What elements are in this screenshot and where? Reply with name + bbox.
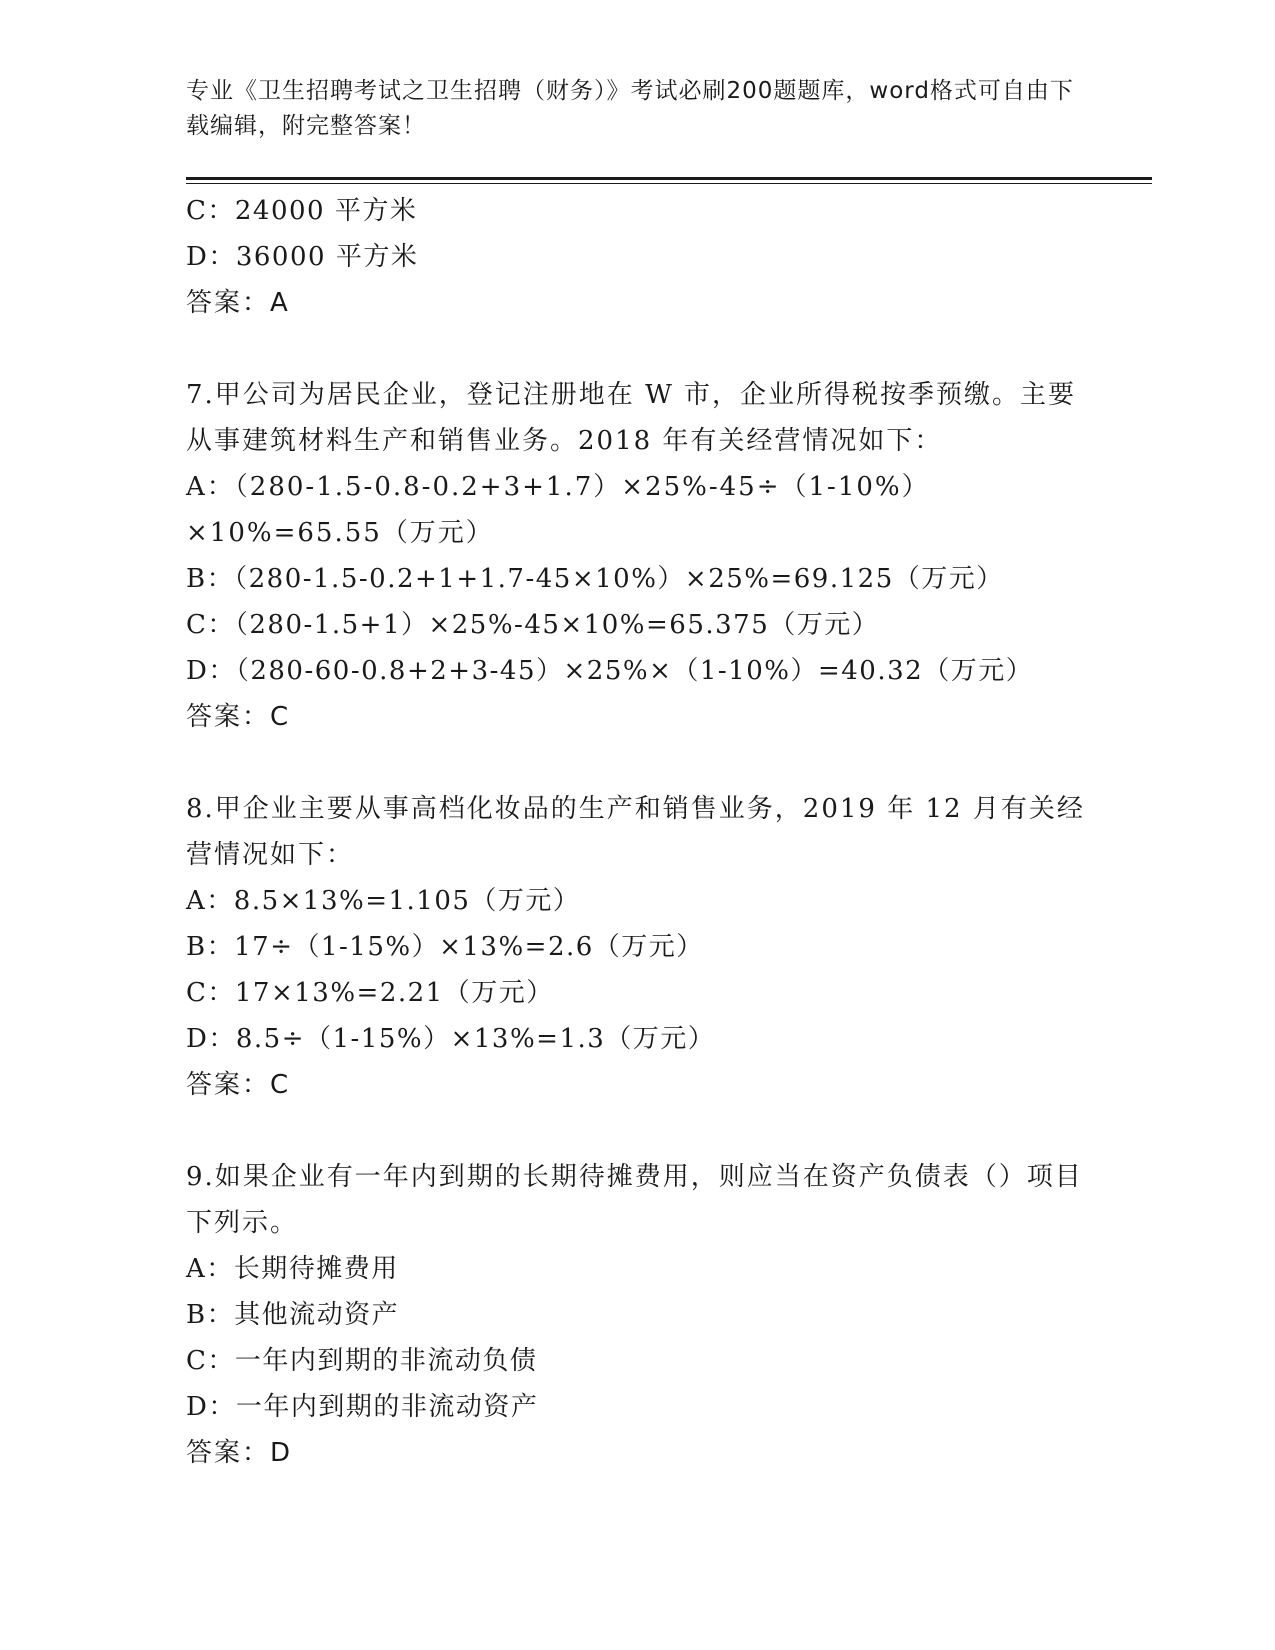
question-7: [186, 372, 1086, 740]
option-c: C：24000 平方米: [186, 196, 418, 226]
option-d: D：8.5÷（1-15%）×13%=1.3（万元）: [186, 1024, 716, 1054]
question-stem: 9.如果企业有一年内到期的长期待摊费用，则应当在资产负债表（）项目下列示。: [186, 1162, 1083, 1238]
option-c: C：17×13%=2.21（万元）: [186, 978, 554, 1008]
header-rule-thick: [186, 177, 1152, 180]
answer: 答案：A: [186, 288, 290, 318]
option-c: C：一年内到期的非流动负债: [186, 1346, 538, 1376]
document-content: [186, 188, 1086, 1476]
question-8: [186, 786, 1086, 1108]
option-d: D：一年内到期的非流动资产: [186, 1392, 539, 1422]
question-6-tail: [186, 188, 1086, 326]
option-b: B：17÷（1-15%）×13%=2.6（万元）: [186, 932, 704, 962]
page-header-title: 专业《卫生招聘考试之卫生招聘（财务）》考试必刷200题题库，word格式可自由下载编辑，附完整答案！: [186, 78, 1074, 139]
question-stem: 7.甲公司为居民企业，登记注册地在 W 市，企业所得税按季预缴。主要从事建筑材料生产和销售业务。2018 年有关经营情况如下：: [186, 380, 1077, 456]
option-c: C：（280-1.5+1）×25%-45×10%=65.375（万元）: [186, 610, 880, 640]
option-b: B：其他流动资产: [186, 1300, 400, 1330]
question-9: [186, 1154, 1086, 1476]
answer: 答案：C: [186, 1070, 291, 1100]
option-a: A：（280-1.5-0.8-0.2+3+1.7）×25%-45÷（1-10%）×10%=65.55（万元）: [186, 472, 930, 548]
option-d: D：（280-60-0.8+2+3-45）×25%×（1-10%）=40.32（万元）: [186, 656, 1034, 686]
spacer: [186, 326, 1086, 372]
option-a: A：8.5×13%=1.105（万元）: [186, 886, 581, 916]
answer: 答案：C: [186, 702, 291, 732]
option-a: A：长期待摊费用: [186, 1254, 399, 1284]
spacer: [186, 740, 1086, 786]
option-d: D：36000 平方米: [186, 242, 419, 272]
question-stem: 8.甲企业主要从事高档化妆品的生产和销售业务，2019 年 12 月有关经营情况如下：: [186, 794, 1085, 870]
header-rule-thin: [186, 183, 1152, 184]
answer: 答案：D: [186, 1438, 293, 1468]
spacer: [186, 1108, 1086, 1154]
option-b: B：（280-1.5-0.2+1+1.7-45×10%）×25%=69.125（万元）: [186, 564, 1004, 594]
